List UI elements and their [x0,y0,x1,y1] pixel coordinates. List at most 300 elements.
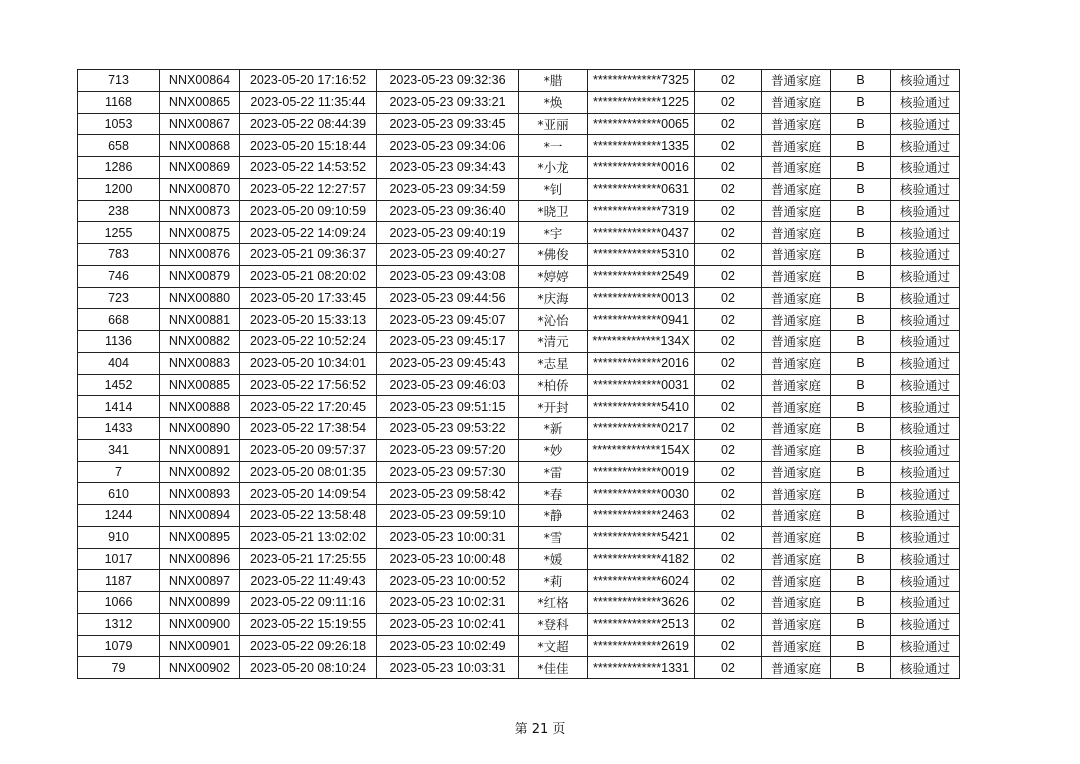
application-id-cell: NNX00880 [160,287,240,309]
table-row [78,331,960,353]
submit-time-cell: 2023-05-20 08:01:35 [240,461,377,483]
submit-time-cell: 2023-05-22 14:53:52 [240,157,377,179]
application-id-cell: NNX00869 [160,157,240,179]
submit-time-cell: 2023-05-21 08:20:02 [240,265,377,287]
verify-time-cell: 2023-05-23 09:36:40 [377,200,519,222]
applicant-name-cell: *开封 [519,396,588,418]
id-number-cell: **************7319 [588,200,695,222]
id-number-cell: **************5421 [588,526,695,548]
verify-time-cell: 2023-05-23 09:40:19 [377,222,519,244]
application-id-cell: NNX00892 [160,461,240,483]
id-number-cell: **************5410 [588,396,695,418]
applicant-name-cell: *钊 [519,178,588,200]
verify-time-cell: 2023-05-23 09:58:42 [377,483,519,505]
status-cell: 核验通过 [891,461,960,483]
household-size-cell: 02 [695,157,762,179]
application-id-cell: NNX00902 [160,657,240,679]
table-row [78,287,960,309]
status-cell: 核验通过 [891,91,960,113]
household-size-cell: 02 [695,265,762,287]
verify-time-cell: 2023-05-23 10:00:31 [377,526,519,548]
id-number-cell: **************0065 [588,113,695,135]
household-size-cell: 02 [695,548,762,570]
status-cell: 核验通过 [891,70,960,92]
status-cell: 核验通过 [891,200,960,222]
application-id-cell: NNX00901 [160,635,240,657]
grade-cell: B [831,178,891,200]
serial-number-cell: 1255 [78,222,160,244]
verify-time-cell: 2023-05-23 09:34:43 [377,157,519,179]
applicant-name-cell: *腊 [519,70,588,92]
submit-time-cell: 2023-05-22 17:38:54 [240,418,377,440]
application-id-cell: NNX00897 [160,570,240,592]
grade-cell: B [831,244,891,266]
household-size-cell: 02 [695,178,762,200]
verify-time-cell: 2023-05-23 09:57:30 [377,461,519,483]
verify-time-cell: 2023-05-23 10:02:49 [377,635,519,657]
applicant-name-cell: *妙 [519,439,588,461]
status-cell: 核验通过 [891,178,960,200]
serial-number-cell: 1312 [78,613,160,635]
household-size-cell: 02 [695,570,762,592]
submit-time-cell: 2023-05-20 09:57:37 [240,439,377,461]
applicant-name-cell: *亚丽 [519,113,588,135]
applicant-name-cell: *一 [519,135,588,157]
grade-cell: B [831,352,891,374]
id-number-cell: **************154X [588,439,695,461]
household-size-cell: 02 [695,287,762,309]
submit-time-cell: 2023-05-20 17:16:52 [240,70,377,92]
status-cell: 核验通过 [891,483,960,505]
applicant-name-cell: *婷婷 [519,265,588,287]
verify-time-cell: 2023-05-23 10:00:52 [377,570,519,592]
table-row [78,461,960,483]
household-size-cell: 02 [695,483,762,505]
table-row [78,352,960,374]
status-cell: 核验通过 [891,396,960,418]
table-row [78,135,960,157]
table-row [78,396,960,418]
category-cell: 普通家庭 [762,157,831,179]
id-number-cell: **************0437 [588,222,695,244]
id-number-cell: **************0030 [588,483,695,505]
application-id-cell: NNX00896 [160,548,240,570]
applicant-name-cell: *雪 [519,526,588,548]
household-size-cell: 02 [695,526,762,548]
applicant-name-cell: *晓卫 [519,200,588,222]
verify-time-cell: 2023-05-23 09:46:03 [377,374,519,396]
serial-number-cell: 1200 [78,178,160,200]
submit-time-cell: 2023-05-22 13:58:48 [240,505,377,527]
household-size-cell: 02 [695,331,762,353]
submit-time-cell: 2023-05-21 09:36:37 [240,244,377,266]
application-id-cell: NNX00864 [160,70,240,92]
household-size-cell: 02 [695,613,762,635]
serial-number-cell: 1079 [78,635,160,657]
category-cell: 普通家庭 [762,352,831,374]
applicant-name-cell: *志星 [519,352,588,374]
id-number-cell: **************0217 [588,418,695,440]
status-cell: 核验通过 [891,135,960,157]
table-row [78,157,960,179]
id-number-cell: **************2549 [588,265,695,287]
application-id-cell: NNX00875 [160,222,240,244]
application-id-cell: NNX00882 [160,331,240,353]
household-size-cell: 02 [695,592,762,614]
category-cell: 普通家庭 [762,309,831,331]
verify-time-cell: 2023-05-23 10:00:48 [377,548,519,570]
id-number-cell: **************1225 [588,91,695,113]
id-number-cell: **************6024 [588,570,695,592]
grade-cell: B [831,70,891,92]
id-number-cell: **************2619 [588,635,695,657]
category-cell: 普通家庭 [762,244,831,266]
application-id-cell: NNX00890 [160,418,240,440]
application-id-cell: NNX00894 [160,505,240,527]
serial-number-cell: 1168 [78,91,160,113]
status-cell: 核验通过 [891,635,960,657]
verify-time-cell: 2023-05-23 09:45:17 [377,331,519,353]
submit-time-cell: 2023-05-22 12:27:57 [240,178,377,200]
category-cell: 普通家庭 [762,526,831,548]
category-cell: 普通家庭 [762,613,831,635]
applicant-name-cell: *春 [519,483,588,505]
applicant-name-cell: *静 [519,505,588,527]
verify-time-cell: 2023-05-23 09:53:22 [377,418,519,440]
category-cell: 普通家庭 [762,178,831,200]
table-row [78,113,960,135]
id-number-cell: **************0016 [588,157,695,179]
category-cell: 普通家庭 [762,113,831,135]
category-cell: 普通家庭 [762,135,831,157]
id-number-cell: **************134X [588,331,695,353]
applicant-name-cell: *焕 [519,91,588,113]
grade-cell: B [831,309,891,331]
household-size-cell: 02 [695,222,762,244]
table-row [78,265,960,287]
table-row [78,309,960,331]
id-number-cell: **************0019 [588,461,695,483]
verify-time-cell: 2023-05-23 09:33:21 [377,91,519,113]
page-number: 第 21 页 [514,722,566,737]
table-row [78,244,960,266]
grade-cell: B [831,461,891,483]
table-row [78,526,960,548]
status-cell: 核验通过 [891,418,960,440]
application-id-cell: NNX00883 [160,352,240,374]
serial-number-cell: 1452 [78,374,160,396]
table-row [78,418,960,440]
serial-number-cell: 1053 [78,113,160,135]
status-cell: 核验通过 [891,548,960,570]
application-id-cell: NNX00900 [160,613,240,635]
application-id-cell: NNX00885 [160,374,240,396]
serial-number-cell: 723 [78,287,160,309]
application-id-cell: NNX00876 [160,244,240,266]
household-size-cell: 02 [695,309,762,331]
verify-time-cell: 2023-05-23 09:32:36 [377,70,519,92]
status-cell: 核验通过 [891,505,960,527]
serial-number-cell: 746 [78,265,160,287]
submit-time-cell: 2023-05-22 15:19:55 [240,613,377,635]
serial-number-cell: 1433 [78,418,160,440]
application-id-cell: NNX00893 [160,483,240,505]
submit-time-cell: 2023-05-22 17:20:45 [240,396,377,418]
category-cell: 普通家庭 [762,505,831,527]
category-cell: 普通家庭 [762,200,831,222]
status-cell: 核验通过 [891,592,960,614]
category-cell: 普通家庭 [762,265,831,287]
status-cell: 核验通过 [891,265,960,287]
category-cell: 普通家庭 [762,70,831,92]
id-number-cell: **************7325 [588,70,695,92]
household-size-cell: 02 [695,461,762,483]
verify-time-cell: 2023-05-23 09:33:45 [377,113,519,135]
grade-cell: B [831,439,891,461]
status-cell: 核验通过 [891,439,960,461]
grade-cell: B [831,418,891,440]
household-size-cell: 02 [695,135,762,157]
submit-time-cell: 2023-05-22 17:56:52 [240,374,377,396]
category-cell: 普通家庭 [762,222,831,244]
household-size-cell: 02 [695,657,762,679]
application-id-cell: NNX00895 [160,526,240,548]
category-cell: 普通家庭 [762,657,831,679]
table-row [78,505,960,527]
serial-number-cell: 1136 [78,331,160,353]
application-id-cell: NNX00879 [160,265,240,287]
status-cell: 核验通过 [891,244,960,266]
table-row [78,91,960,113]
household-size-cell: 02 [695,374,762,396]
status-cell: 核验通过 [891,570,960,592]
submit-time-cell: 2023-05-20 17:33:45 [240,287,377,309]
application-id-cell: NNX00891 [160,439,240,461]
status-cell: 核验通过 [891,657,960,679]
applicant-name-cell: *佳佳 [519,657,588,679]
serial-number-cell: 1414 [78,396,160,418]
id-number-cell: **************1331 [588,657,695,679]
id-number-cell: **************2463 [588,505,695,527]
applicant-name-cell: *登科 [519,613,588,635]
submit-time-cell: 2023-05-21 13:02:02 [240,526,377,548]
id-number-cell: **************0941 [588,309,695,331]
household-size-cell: 02 [695,352,762,374]
serial-number-cell: 1187 [78,570,160,592]
household-size-cell: 02 [695,635,762,657]
table-row [78,374,960,396]
id-number-cell: **************5310 [588,244,695,266]
submit-time-cell: 2023-05-20 10:34:01 [240,352,377,374]
application-id-cell: NNX00870 [160,178,240,200]
application-id-cell: NNX00865 [160,91,240,113]
verify-time-cell: 2023-05-23 10:02:41 [377,613,519,635]
serial-number-cell: 1286 [78,157,160,179]
grade-cell: B [831,222,891,244]
application-id-cell: NNX00888 [160,396,240,418]
serial-number-cell: 404 [78,352,160,374]
grade-cell: B [831,526,891,548]
grade-cell: B [831,135,891,157]
grade-cell: B [831,113,891,135]
serial-number-cell: 341 [78,439,160,461]
applicant-name-cell: *柏侨 [519,374,588,396]
category-cell: 普通家庭 [762,439,831,461]
grade-cell: B [831,548,891,570]
serial-number-cell: 910 [78,526,160,548]
submit-time-cell: 2023-05-22 11:35:44 [240,91,377,113]
application-id-cell: NNX00867 [160,113,240,135]
application-id-cell: NNX00899 [160,592,240,614]
table-row [78,222,960,244]
status-cell: 核验通过 [891,113,960,135]
table-row [78,570,960,592]
applicant-name-cell: *小龙 [519,157,588,179]
category-cell: 普通家庭 [762,374,831,396]
id-number-cell: **************0013 [588,287,695,309]
category-cell: 普通家庭 [762,548,831,570]
grade-cell: B [831,505,891,527]
submit-time-cell: 2023-05-22 08:44:39 [240,113,377,135]
applicant-name-cell: *沁怡 [519,309,588,331]
serial-number-cell: 7 [78,461,160,483]
id-number-cell: **************2016 [588,352,695,374]
grade-cell: B [831,287,891,309]
submit-time-cell: 2023-05-22 09:26:18 [240,635,377,657]
id-number-cell: **************4182 [588,548,695,570]
grade-cell: B [831,635,891,657]
category-cell: 普通家庭 [762,483,831,505]
status-cell: 核验通过 [891,222,960,244]
id-number-cell: **************0031 [588,374,695,396]
submit-time-cell: 2023-05-22 09:11:16 [240,592,377,614]
table-row [78,200,960,222]
id-number-cell: **************2513 [588,613,695,635]
household-size-cell: 02 [695,91,762,113]
table-row [78,70,960,92]
table-row [78,635,960,657]
serial-number-cell: 1017 [78,548,160,570]
table-row [78,613,960,635]
submit-time-cell: 2023-05-21 17:25:55 [240,548,377,570]
household-size-cell: 02 [695,439,762,461]
table-row [78,548,960,570]
grade-cell: B [831,200,891,222]
grade-cell: B [831,91,891,113]
verify-time-cell: 2023-05-23 09:43:08 [377,265,519,287]
submit-time-cell: 2023-05-22 14:09:24 [240,222,377,244]
category-cell: 普通家庭 [762,396,831,418]
submit-time-cell: 2023-05-22 10:52:24 [240,331,377,353]
serial-number-cell: 79 [78,657,160,679]
application-id-cell: NNX00881 [160,309,240,331]
applicant-name-cell: *宇 [519,222,588,244]
grade-cell: B [831,657,891,679]
category-cell: 普通家庭 [762,570,831,592]
submit-time-cell: 2023-05-20 09:10:59 [240,200,377,222]
applicant-name-cell: *媛 [519,548,588,570]
household-size-cell: 02 [695,200,762,222]
status-cell: 核验通过 [891,526,960,548]
records-table-body [78,70,960,679]
applicant-name-cell: *文超 [519,635,588,657]
applicant-name-cell: *佛俊 [519,244,588,266]
status-cell: 核验通过 [891,374,960,396]
records-table [77,69,960,679]
application-id-cell: NNX00873 [160,200,240,222]
table-row [78,178,960,200]
verify-time-cell: 2023-05-23 09:34:06 [377,135,519,157]
serial-number-cell: 1066 [78,592,160,614]
table-row [78,657,960,679]
status-cell: 核验通过 [891,309,960,331]
table-row [78,592,960,614]
applicant-name-cell: *雷 [519,461,588,483]
status-cell: 核验通过 [891,613,960,635]
category-cell: 普通家庭 [762,635,831,657]
verify-time-cell: 2023-05-23 09:40:27 [377,244,519,266]
category-cell: 普通家庭 [762,91,831,113]
submit-time-cell: 2023-05-20 15:18:44 [240,135,377,157]
submit-time-cell: 2023-05-20 14:09:54 [240,483,377,505]
submit-time-cell: 2023-05-22 11:49:43 [240,570,377,592]
serial-number-cell: 610 [78,483,160,505]
status-cell: 核验通过 [891,287,960,309]
grade-cell: B [831,613,891,635]
grade-cell: B [831,265,891,287]
category-cell: 普通家庭 [762,418,831,440]
applicant-name-cell: *庆海 [519,287,588,309]
verify-time-cell: 2023-05-23 09:44:56 [377,287,519,309]
serial-number-cell: 713 [78,70,160,92]
household-size-cell: 02 [695,244,762,266]
grade-cell: B [831,157,891,179]
verify-time-cell: 2023-05-23 09:45:07 [377,309,519,331]
category-cell: 普通家庭 [762,592,831,614]
serial-number-cell: 658 [78,135,160,157]
serial-number-cell: 668 [78,309,160,331]
grade-cell: B [831,483,891,505]
category-cell: 普通家庭 [762,287,831,309]
verify-time-cell: 2023-05-23 10:02:31 [377,592,519,614]
grade-cell: B [831,570,891,592]
household-size-cell: 02 [695,418,762,440]
household-size-cell: 02 [695,505,762,527]
applicant-name-cell: *红格 [519,592,588,614]
household-size-cell: 02 [695,113,762,135]
verify-time-cell: 2023-05-23 09:34:59 [377,178,519,200]
verify-time-cell: 2023-05-23 09:59:10 [377,505,519,527]
table-row [78,483,960,505]
verify-time-cell: 2023-05-23 10:03:31 [377,657,519,679]
grade-cell: B [831,396,891,418]
table-row [78,439,960,461]
grade-cell: B [831,374,891,396]
category-cell: 普通家庭 [762,461,831,483]
grade-cell: B [831,592,891,614]
serial-number-cell: 1244 [78,505,160,527]
verify-time-cell: 2023-05-23 09:51:15 [377,396,519,418]
applicant-name-cell: *莉 [519,570,588,592]
submit-time-cell: 2023-05-20 15:33:13 [240,309,377,331]
serial-number-cell: 783 [78,244,160,266]
verify-time-cell: 2023-05-23 09:45:43 [377,352,519,374]
household-size-cell: 02 [695,396,762,418]
household-size-cell: 02 [695,70,762,92]
status-cell: 核验通过 [891,331,960,353]
category-cell: 普通家庭 [762,331,831,353]
status-cell: 核验通过 [891,352,960,374]
